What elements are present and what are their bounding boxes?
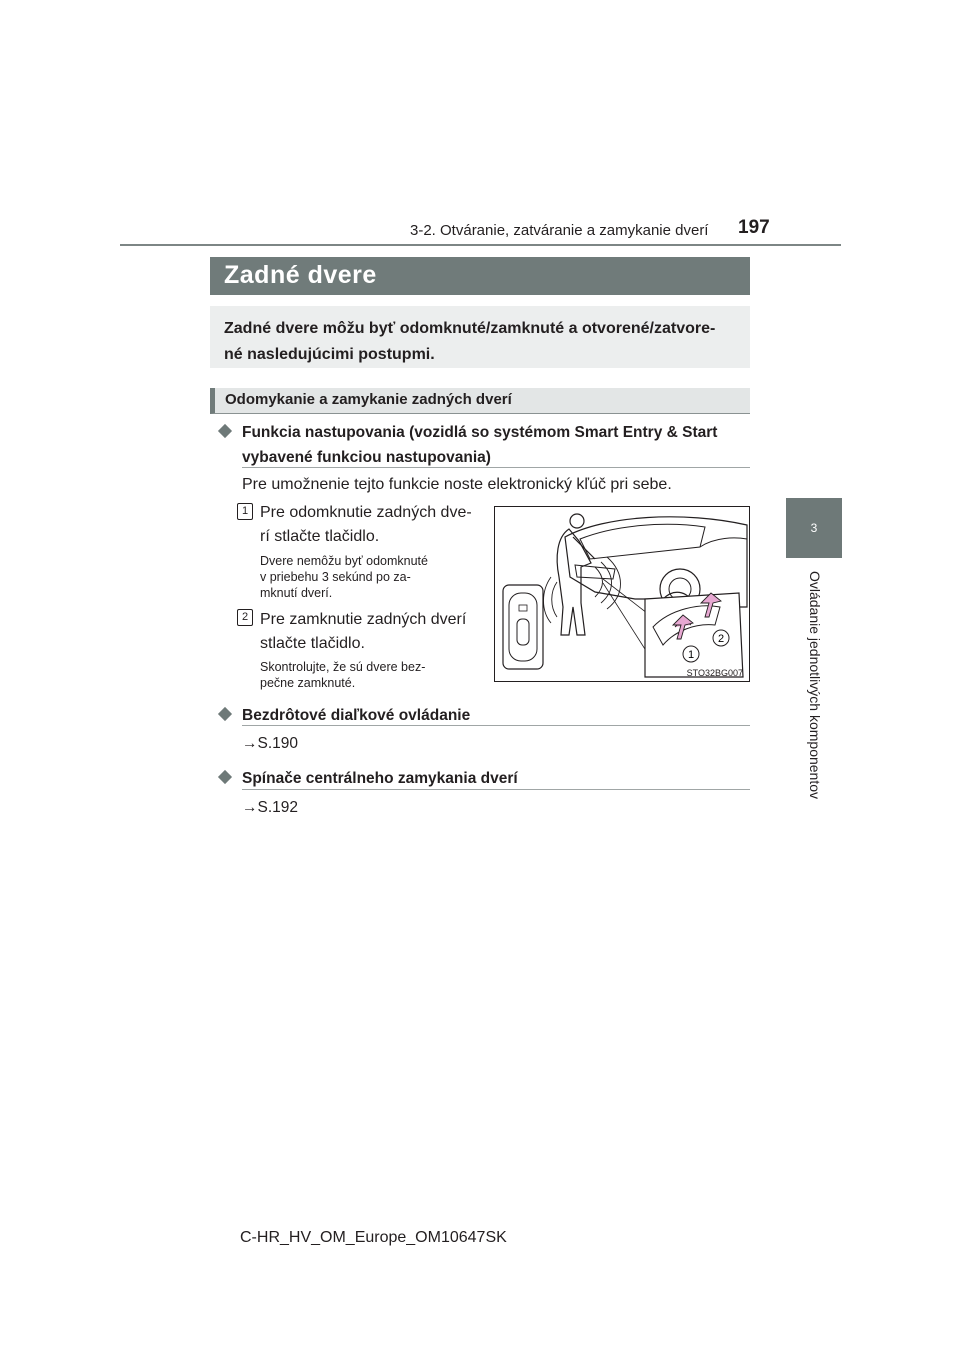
step-2-text [260,608,488,656]
central-lock-page-ref[interactable]: →S.192 [242,799,299,816]
step-2-note-line-2: pečne zamknuté. [260,676,356,690]
section-title: Zadné dvere [210,257,750,295]
header-rule [120,244,841,246]
step-2-note-line-1: Skontrolujte, že sú dvere bez- [260,660,426,674]
smart-entry-heading [220,420,717,470]
step-2-line-2: stlačte tlačidlo. [260,635,365,652]
page-number: 197 [738,217,770,238]
header-section-title: 3-2. Otváranie, zatváranie a zamykanie dverí [410,222,709,239]
subsection-title: Odomykanie a zamykanie zadných dverí [210,388,750,414]
step-1-note-line-2: v priebehu 3 sekúnd po za- [260,570,411,584]
central-lock-heading [220,766,518,791]
document-footer: C-HR_HV_OM_Europe_OM10647SK [240,1229,507,1246]
heading-rule [242,789,750,790]
chapter-side-label [806,565,824,805]
callout-2: 2 [717,633,725,645]
tailgate-illustration-svg [495,507,749,681]
smart-entry-body: Pre umožnenie tejto funkcie noste elektronický kľúč pri sebe. [242,476,672,493]
heading-rule [242,725,750,726]
chapter-tab: 3 [786,498,842,558]
tailgate-illustration [494,506,750,682]
step-1-line-1: Pre odomknutie zadných dve- [260,504,472,521]
step-number-2: 2 [237,609,253,626]
callout-1: 1 [687,649,695,661]
step-1-text [260,501,488,549]
step-1-note-line-3: mknutí dverí. [260,586,333,600]
wireless-heading-text: Bezdrôtové diaľkové ovládanie [242,707,471,724]
smart-entry-heading-line-2: vybavené funkciou nastupovania) [242,449,491,466]
wireless-page-ref[interactable]: →S.190 [242,735,299,752]
step-1-note [260,553,488,601]
intro-line-1: Zadné dvere môžu byť odomknuté/zamknuté a otvorené/zatvore- [224,320,716,337]
smart-entry-heading-line-1: Funkcia nastupovania (vozidlá so systémom Smart Entry & Start [242,424,718,441]
central-lock-heading-text: Spínače centrálneho zamykania dverí [242,770,518,787]
figure-code: STO32BG007 [686,668,743,678]
step-1-note-line-1: Dvere nemôžu byť odomknuté [260,554,428,568]
step-2-line-1: Pre zamknutie zadných dverí [260,611,467,628]
intro-line-2: né nasledujúcimi postupmi. [224,346,435,363]
step-2-note [260,659,488,691]
step-1-line-2: rí stlačte tlačidlo. [260,528,380,545]
heading-rule [242,467,750,468]
chapter-side-label-text: Ovládanie jednotlivých komponentov [807,570,823,800]
intro-box [210,306,750,368]
step-number-1: 1 [237,503,253,520]
